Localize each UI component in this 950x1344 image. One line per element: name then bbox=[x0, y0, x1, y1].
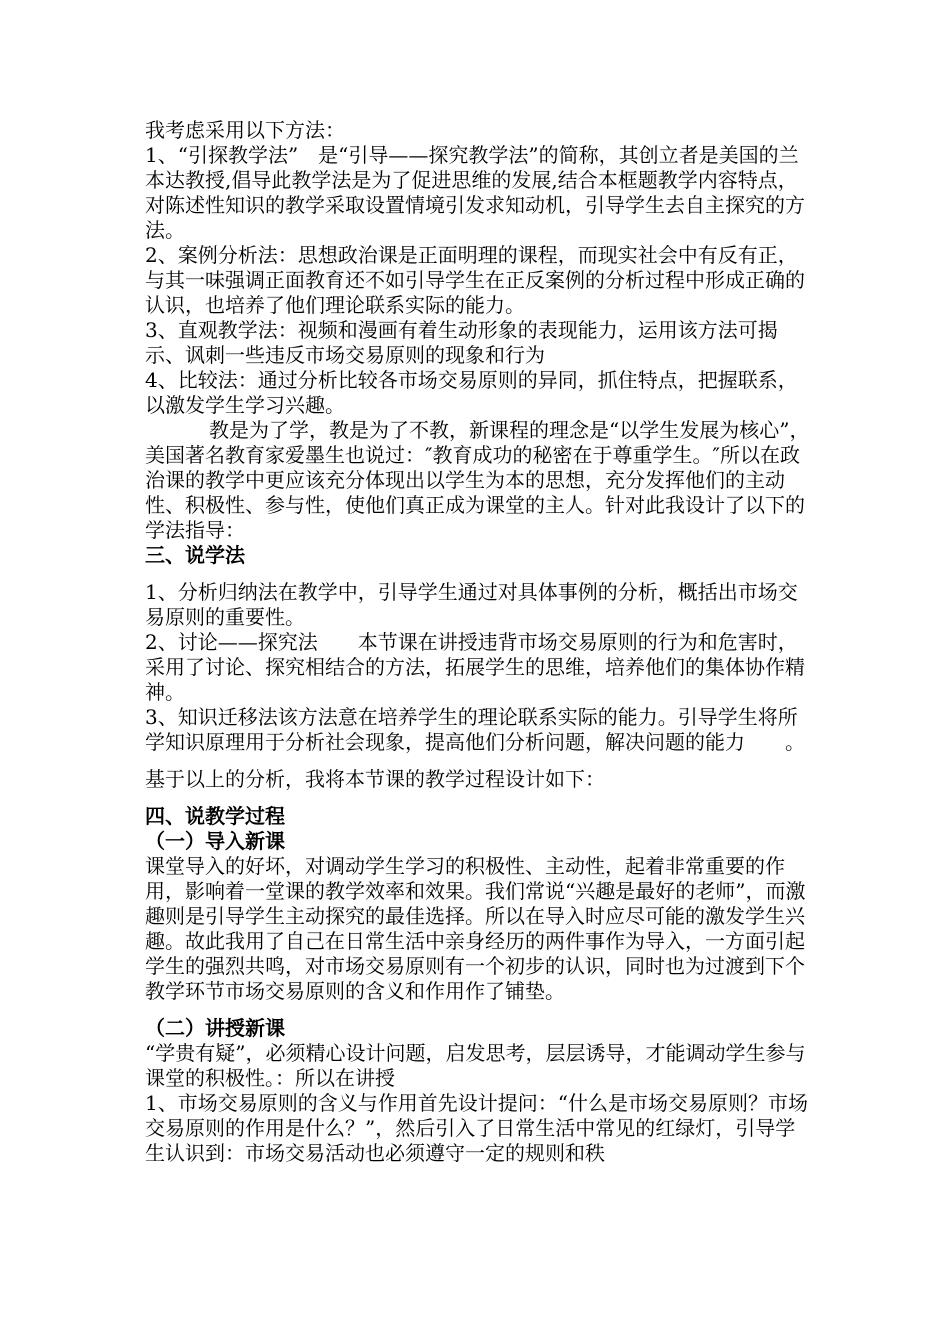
section-heading-3: 三、说学法 bbox=[145, 543, 245, 567]
paragraph: “学贵有疑”，必须精心设计问题，启发思考，层层诱导，才能调动学生参与课堂的积极性。：所以在讲授 bbox=[145, 1041, 806, 1090]
paragraph: 4、比较法：通过分析比较各市场交易原则的异同，抓住特点，把握联系，以激发学生学习兴趣。 bbox=[145, 368, 798, 417]
paragraph: 课堂导入的好坏，对调动学生学习的积极性、主动性，起着非常重要的作用，影响着一堂课的教学效率和效果。我们常说“兴趣是最好的老师”，而激趣则是引导学生主动探究的最佳选择。所以在导入时应尽可能的激发学生兴趣。故此我用了自己在日常生活中亲身经历的两件事作为导入，一方面引起学生的强烈共鸣，对市场交易原则有一个初步的认识，同时也为过渡到下个教学环节市场交易原则的含义和作用作了铺垫。 bbox=[145, 854, 806, 1003]
paragraph: 3、知识迁移法该方法意在培养学生的理论联系实际的能力。引导学生将所学知识原理用于分析社会现象，提高他们分析问题，解决问题的能力 。 bbox=[145, 705, 805, 754]
paragraph: 我考虑采用以下方法： bbox=[145, 118, 345, 142]
paragraph: 2、讨论——探究法 本节课在讲授违背市场交易原则的行为和危害时，采用了讨论、探究相结合的方法，拓展学生的思维，培养他们的集体协作精神。 bbox=[145, 630, 805, 704]
paragraph: 教是为了学，教是为了不教，新课程的理念是“以学生发展为核心”，美国著名教育家爱墨生也说过：″教育成功的秘密在于尊重学生。″所以在政治课的教学中更应该充分体现出以学生为本的思想，充分发挥他们的主动性、积极性、参与性，使他们真正成为课堂的主人。针对此我设计了以下的学法指导： bbox=[145, 418, 810, 542]
paragraph: 基于以上的分析，我将本节课的教学过程设计如下： bbox=[145, 767, 605, 791]
paragraph: 1、市场交易原则的含义与作用首先设计提问：“什么是市场交易原则？市场交易原则的作用是什么？”，然后引入了日常生活中常见的红绿灯，引导学生认识到：市场交易活动也必须遵守一定的规则和秩 bbox=[145, 1091, 808, 1165]
paragraph: 1、“引探教学法” 是“引导——探究教学法”的简称，其创立者是美国的兰本达教授,倡导此教学法是为了促进思维的发展,结合本框题教学内容特点，对陈述性知识的教学采取设置情境引发求知动机，引导学生去自主探究的方法。 bbox=[145, 143, 805, 242]
document-page bbox=[145, 118, 813, 1166]
paragraph: 3、直观教学法：视频和漫画有着生动形象的表现能力，运用该方法可揭示、讽刺一些违反市场交易原则的现象和行为 bbox=[145, 318, 778, 367]
subsection-heading: （一）导入新课 bbox=[145, 829, 285, 853]
subsection-heading: （二）讲授新课 bbox=[145, 1016, 285, 1040]
paragraph: 1、分析归纳法在教学中，引导学生通过对具体事例的分析，概括出市场交易原则的重要性。 bbox=[145, 580, 798, 629]
section-heading-4: 四、说教学过程 bbox=[145, 804, 285, 828]
paragraph: 2、案例分析法：思想政治课是正面明理的课程，而现实社会中有反有正，与其一味强调正面教育还不如引导学生在正反案例的分析过程中形成正确的认识，也培养了他们理论联系实际的能力。 bbox=[145, 243, 805, 317]
